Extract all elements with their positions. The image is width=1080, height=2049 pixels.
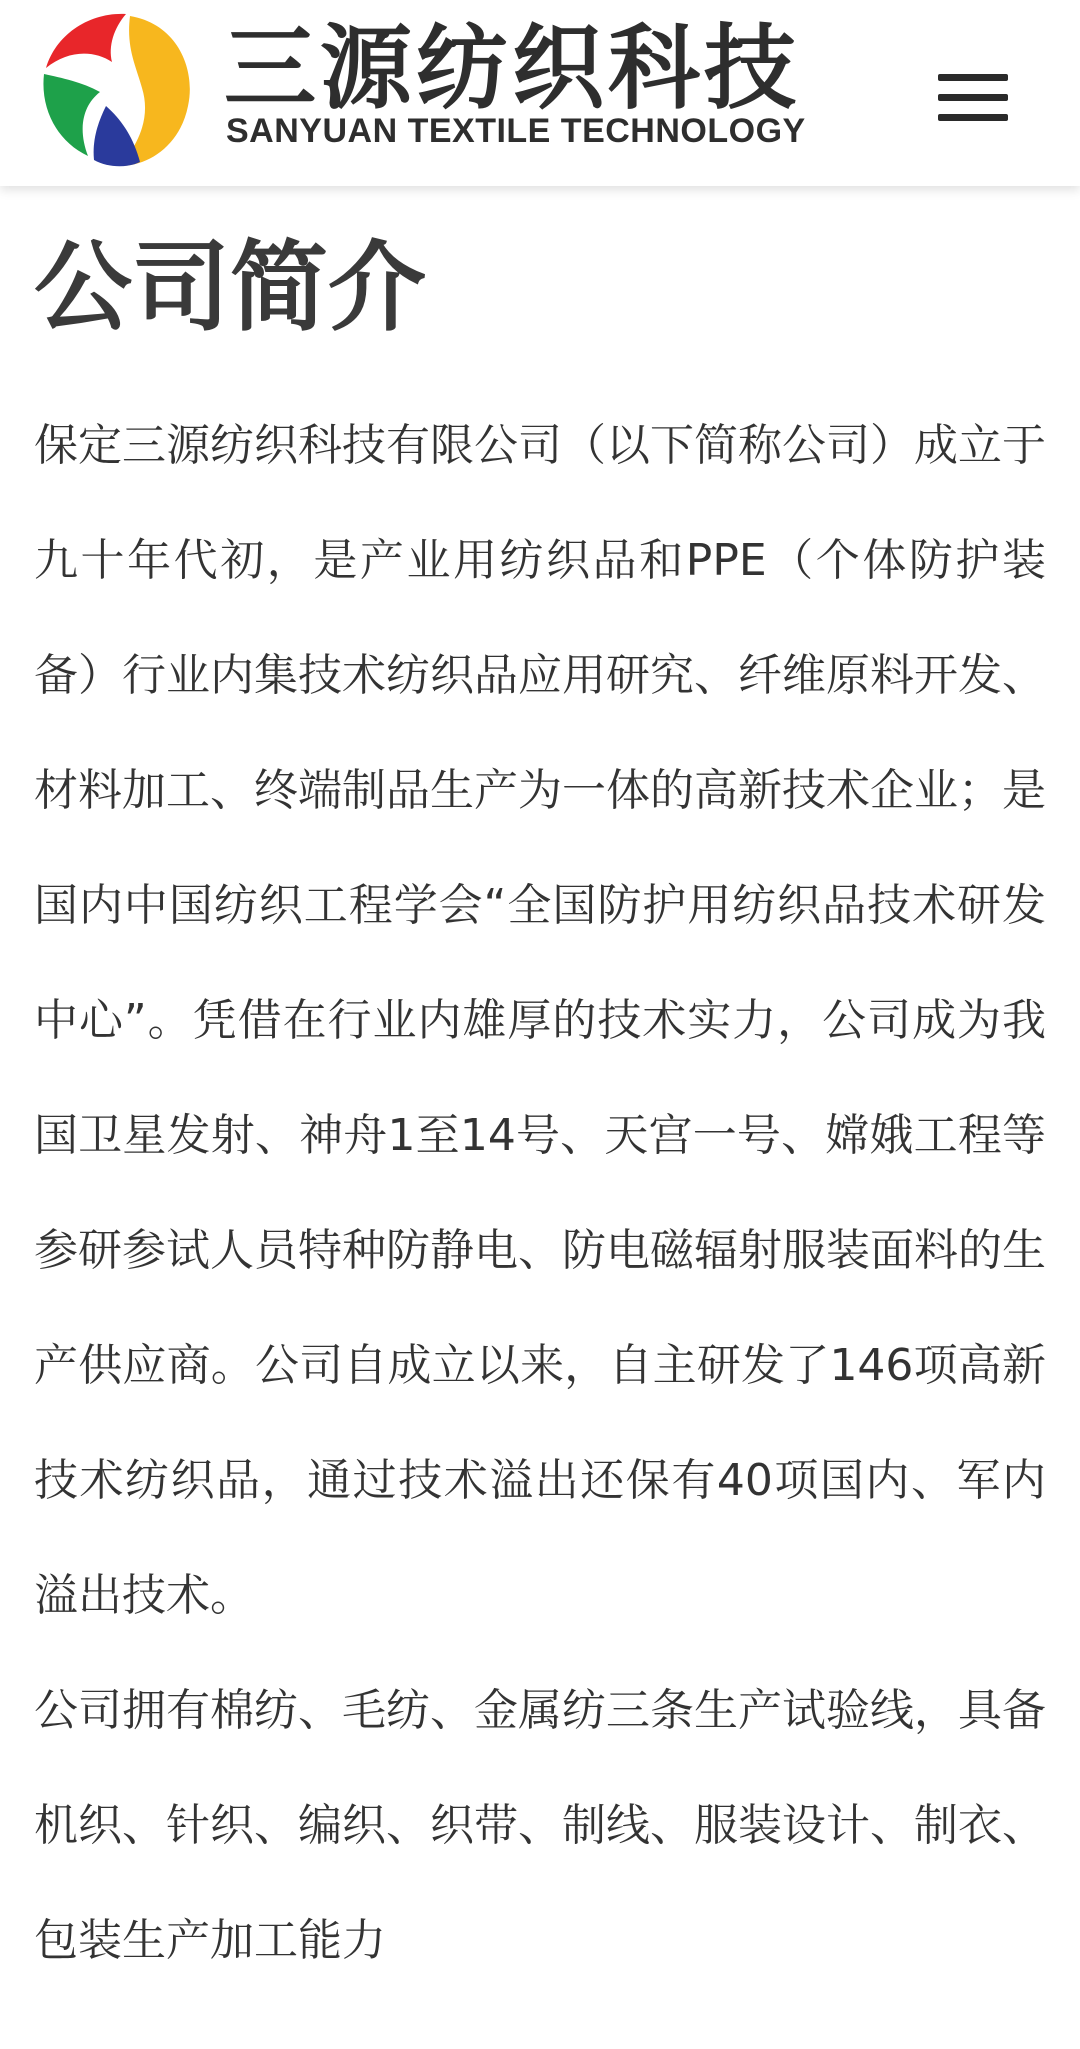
brand-name-en: SANYUAN TEXTILE TECHNOLOGY [226, 112, 806, 150]
brand-name-cn: 三源纺织科技 [224, 15, 801, 122]
hamburger-menu-icon[interactable] [930, 68, 1016, 132]
main-content [34, 186, 1046, 1998]
menu-bar [938, 114, 1008, 121]
menu-bar [938, 74, 1008, 81]
site-header [0, 0, 1080, 186]
production-paragraph: 公司拥有棉纺、毛纺、金属纺三条生产试验线，具备机织、针织、编织、织带、制线、服装设计、制衣、包装生产加工能力 [34, 1684, 1046, 1966]
intro-paragraph: 保定三源纺织科技有限公司（以下简称公司）成立于九十年代初，是产业用纺织品和PPE（个体防护装备）行业内集技术纺织品应用研究、纤维原料开发、材料加工、终端制品生产为一体的高新技术企业；是国内中国纺织工程学会“全国防护用纺织品技术研发中心”。凭借在行业内雄厚的技术实力，公司成为我国卫星发射、神舟1至14号、天宫一号、嫦娥工程等参研参试人员特种防静电、防电磁辐射服装面料的生产供应商。公司自成立以来，自主研发了146项高新技术纺织品，通过技术溢出还保有40项国内、军内溢出技术。 [34, 419, 1046, 1621]
logo-icon[interactable] [38, 10, 196, 170]
page-title: 公司简介 [34, 231, 427, 345]
menu-bar [938, 94, 1008, 101]
